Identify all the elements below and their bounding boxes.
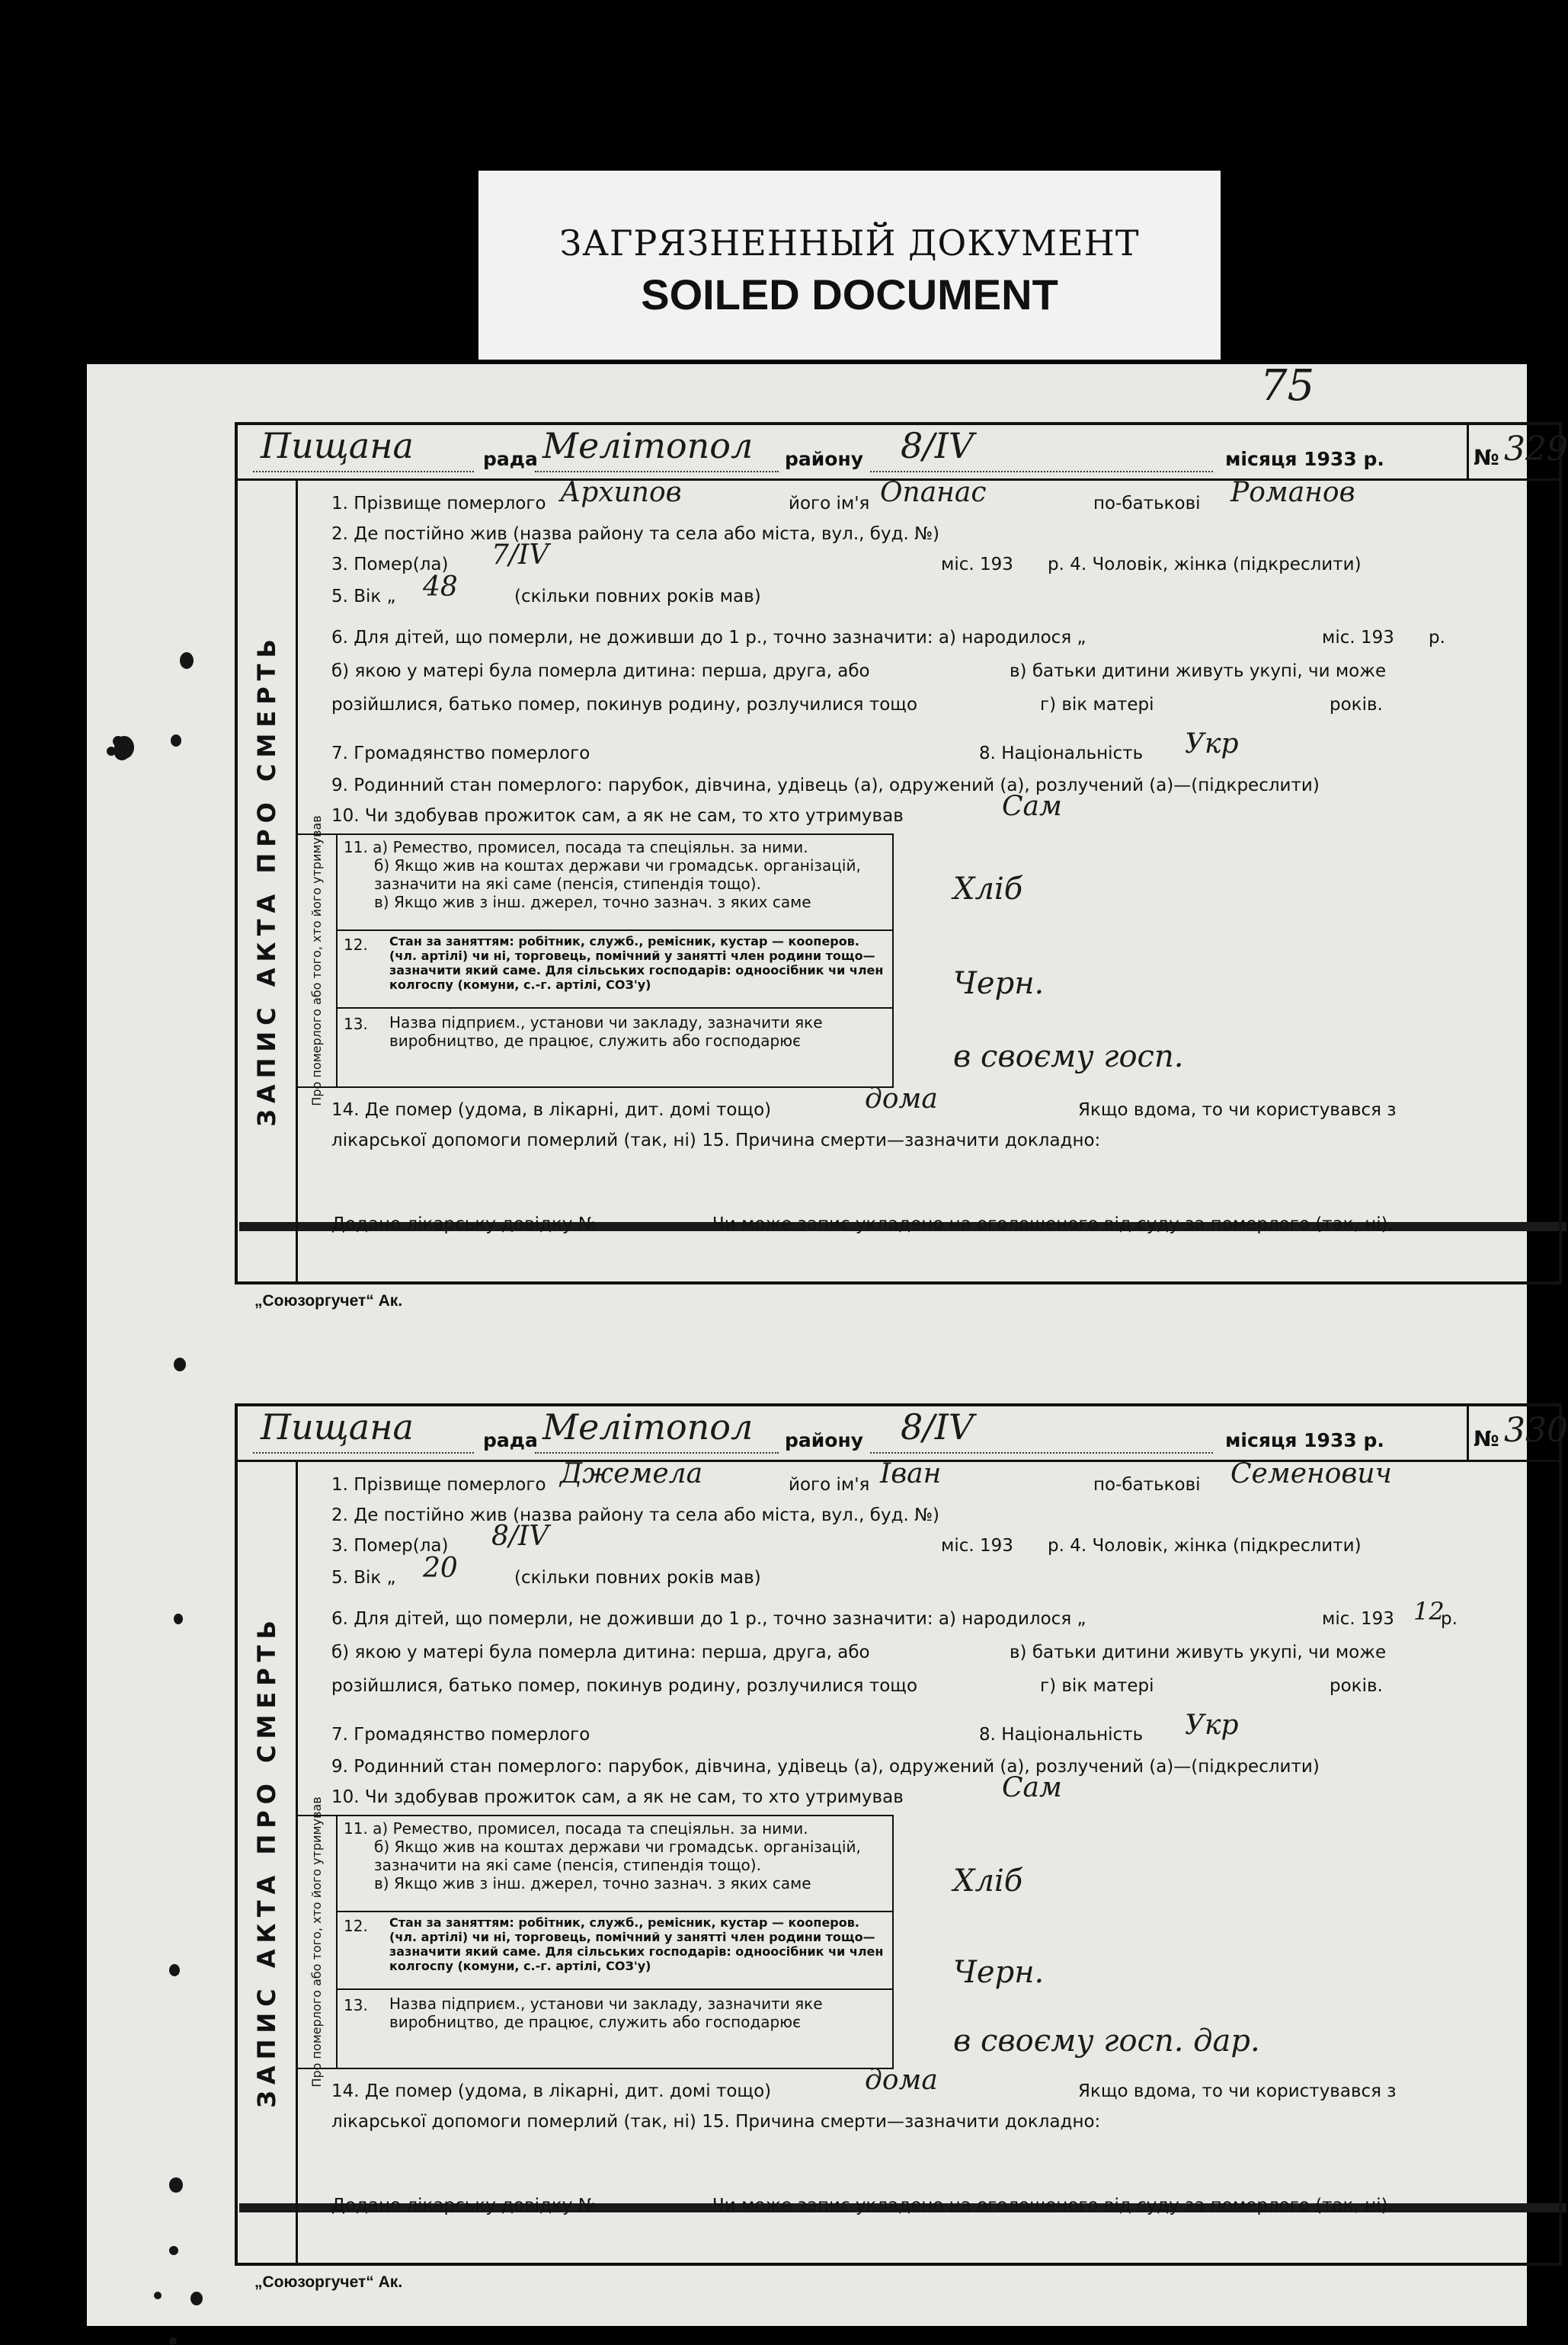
year-correction: 12: [1413, 1597, 1445, 1626]
punch-hole: [174, 1358, 186, 1371]
line-footer: Додано лікарську довідку № Чи може запис укладено на оголошеного від суду за померлого (так, ні).: [331, 1214, 1394, 1234]
supported-by: Сам: [1002, 1772, 1062, 1803]
record-number: 330: [1504, 1411, 1568, 1450]
punch-hole: [107, 747, 116, 756]
punch-hole: [154, 2292, 162, 2299]
form-body: [298, 478, 1559, 1281]
workplace: в своєму госп.: [953, 1039, 1184, 1074]
nationality: Укр: [1185, 1710, 1239, 1741]
patronymic: Семенович: [1230, 1458, 1392, 1489]
given-name: Опанас: [880, 477, 987, 508]
death-record-form-1: [235, 422, 1568, 1284]
occupation-status: Черн.: [953, 1955, 1045, 1990]
patronymic: Романов: [1230, 477, 1355, 508]
surname: Джемела: [560, 1458, 703, 1489]
line-footer: Додано лікарську довідку № Чи може запис укладено на оголошеного від суду за померлого (так, ні).: [331, 2196, 1394, 2215]
supported-by: Сам: [1002, 791, 1062, 822]
death-date: 8/ІV: [491, 1521, 549, 1552]
age: 48: [423, 571, 458, 603]
punch-hole: [171, 734, 181, 747]
punch-hole: [169, 2246, 178, 2255]
death-record-form-2: [235, 1403, 1568, 2266]
record-date: 8/ІV: [901, 1406, 974, 1448]
line-7: 7. Громадянство померлого 8. Національність Укр: [331, 728, 1239, 763]
line-6c: розійшлися, батько помер, покинув родину, розлучилися тощо г) вік матері років.: [331, 695, 1383, 715]
form-footer-2: „Союзоргучет“ Ак.: [254, 2273, 403, 2291]
record-date: 8/ІV: [901, 425, 974, 466]
month-label: місяця 1933 р.: [1225, 1429, 1384, 1451]
punch-hole: [169, 1964, 180, 1976]
line-15: лікарської допомоги померлий (так, ні) 15. Причина смерти—зазначити докладно:: [331, 2112, 1101, 2132]
line-2: 2. Де постійно жив (назва району та села або міста, вул., буд. №): [331, 524, 939, 544]
line-6a: 6. Для дітей, що померли, не доживши до 1 р., точно зазначити: а) народилося „ міс. 193 12 р.: [331, 1597, 1458, 1629]
village-name: Пищана: [261, 1406, 414, 1448]
nationality: Укр: [1185, 728, 1239, 760]
occupation-status: Черн.: [953, 966, 1045, 1001]
form-footer-1: „Союзоргучет“ Ак.: [254, 1292, 403, 1310]
village-name: Пищана: [261, 425, 414, 466]
line-5: 5. Вік „ 20 (скільки повних років мав): [331, 1553, 761, 1588]
vertical-title: [238, 478, 298, 1281]
line-3: 3. Помер(ла) 8/ІV міс. 193 р. 4. Чоловік, жінка (підкреслити): [331, 1521, 1362, 1556]
rada-name: Мелітопол: [542, 1406, 754, 1448]
place-of-death: дома: [865, 1083, 938, 1115]
line-2: 2. Де постійно жив (назва району та села або міста, вул., буд. №): [331, 1505, 939, 1525]
surname: Архипов: [560, 477, 682, 508]
occupation-subtable: Про померлого або того, хто його утримував 11. а) Ремество, промисел, посада та спеціяльн. за ними. б) Якщо жив на коштах держави чи громадськ. організацій, зазначити на які саме (пенсія, стипендія тощо). в) Якщо жив з інш. джерел, точно зазнач. з яких саме 12. Стан за заняттям: робітник, служб., ремісник, кустар — кооперов. (чл. артілі) чи ні, торговець, помічний у занятті член родини тощо—зазначити який саме. Для сільських господарів: одноосібник чи член колгоспу (комуни, с.-г. артілі, СОЗ'у) 13. Назва підприєм., установи чи закладу, зазначити яке виробництво, де працює, служить або господарює: [298, 833, 894, 1088]
line-1: 1. Прізвище померлого Джемела його ім'я Іван по-батькові Семенович: [331, 1458, 1392, 1495]
line-6b: б) якою у матері була померла дитина: перша, друга, або в) батьки дитини живуть укупі, чи може: [331, 661, 1387, 681]
form-header: [238, 425, 1568, 481]
rayonu-label: району: [785, 448, 864, 470]
vertical-title-text: ЗАПИС АКТА ПРО СМЕРТЬ: [252, 1614, 281, 2108]
punch-hole: [190, 2292, 203, 2305]
record-number: 329: [1504, 430, 1568, 469]
punch-hole: [169, 2177, 183, 2193]
page-number: 75: [1260, 361, 1315, 411]
punch-hole: [180, 652, 194, 669]
age: 20: [423, 1553, 458, 1584]
rada-name: Мелітопол: [542, 425, 754, 466]
punch-hole: [114, 745, 130, 760]
line-7: 7. Громадянство померлого 8. Національність Укр: [331, 1710, 1239, 1745]
vertical-title: [238, 1460, 298, 2263]
vertical-title-text: ЗАПИС АКТА ПРО СМЕРТЬ: [252, 633, 281, 1127]
punch-hole: [169, 2337, 177, 2345]
line-10: 10. Чи здобував прожиток сам, а як не сам, то хто утримував Сам: [331, 791, 1062, 826]
number-label: №: [1474, 1426, 1499, 1451]
soiled-document-sticker: [478, 171, 1221, 360]
workplace: в своєму госп. дар.: [953, 2023, 1260, 2059]
line-9: 9. Родинний стан померлого: парубок, дівчина, удівець (а), одружений (а), розлучений (а)—(підкреслити): [331, 1757, 1320, 1777]
occupation: Хліб: [953, 1864, 1023, 1899]
rayonu-label: району: [785, 1429, 864, 1451]
rada-label: рада: [483, 448, 538, 470]
month-label: місяця 1933 р.: [1225, 448, 1384, 470]
line-15: лікарської допомоги померлий (так, ні) 15. Причина смерти—зазначити докладно:: [331, 1131, 1101, 1150]
line-1: 1. Прізвище померлого Архипов його ім'я Опанас по-батькові Романов: [331, 477, 1355, 513]
line-6b: б) якою у матері була померла дитина: перша, друга, або в) батьки дитини живуть укупі, чи може: [331, 1643, 1387, 1662]
record-number-box: [1467, 425, 1568, 478]
line-6a: 6. Для дітей, що померли, не доживши до 1 р., точно зазначити: а) народилося „ міс. 193 р.: [331, 628, 1445, 648]
record-number-box: [1467, 1406, 1568, 1460]
punch-hole: [113, 736, 123, 747]
given-name: Іван: [880, 1458, 942, 1489]
line-3: 3. Помер(ла) 7/ІV міс. 193 р. 4. Чоловік, жінка (підкреслити): [331, 539, 1362, 574]
death-date: 7/ІV: [491, 539, 549, 571]
sticker-russian-text: ЗАГРЯЗНЕННЫЙ ДОКУМЕНТ: [559, 222, 1140, 264]
line-6c: розійшлися, батько помер, покинув родину, розлучилися тощо г) вік матері років.: [331, 1676, 1383, 1696]
number-label: №: [1474, 445, 1499, 470]
occupation-subtable: Про померлого або того, хто його утримував 11. а) Ремество, промисел, посада та спеціяльн. за ними. б) Якщо жив на коштах держави чи громадськ. організацій, зазначити на які саме (пенсія, стипендія тощо). в) Якщо жив з інш. джерел, точно зазнач. з яких саме 12. Стан за заняттям: робітник, служб., ремісник, кустар — кооперов. (чл. артілі) чи ні, торговець, помічний у занятті член родини тощо—зазначити який саме. Для сільських господарів: одноосібник чи член колгоспу (комуни, с.-г. артілі, СОЗ'у) 13. Назва підприєм., установи чи закладу, зазначити яке виробництво, де працює, служить або господарює: [298, 1815, 894, 2069]
form-header: [238, 1406, 1568, 1462]
line-5: 5. Вік „ 48 (скільки повних років мав): [331, 571, 761, 606]
line-14: 14. Де помер (удома, в лікарні, дит. домі тощо) дома Якщо вдома, то чи користувався з: [331, 2065, 1397, 2101]
form-body: [298, 1460, 1559, 2263]
record-sheet: [87, 361, 1568, 2326]
line-10: 10. Чи здобував прожиток сам, а як не сам, то хто утримував Сам: [331, 1772, 1062, 1807]
line-9: 9. Родинний стан померлого: парубок, дівчина, удівець (а), одружений (а), розлучений (а)—(підкреслити): [331, 776, 1320, 795]
sticker-english-text: SOILED DOCUMENT: [641, 270, 1058, 318]
line-14: 14. Де помер (удома, в лікарні, дит. домі тощо) дома Якщо вдома, то чи користувався з: [331, 1083, 1397, 1120]
punch-hole: [174, 1614, 183, 1624]
place-of-death: дома: [865, 2065, 938, 2096]
occupation: Хліб: [953, 872, 1023, 907]
rada-label: рада: [483, 1429, 538, 1451]
